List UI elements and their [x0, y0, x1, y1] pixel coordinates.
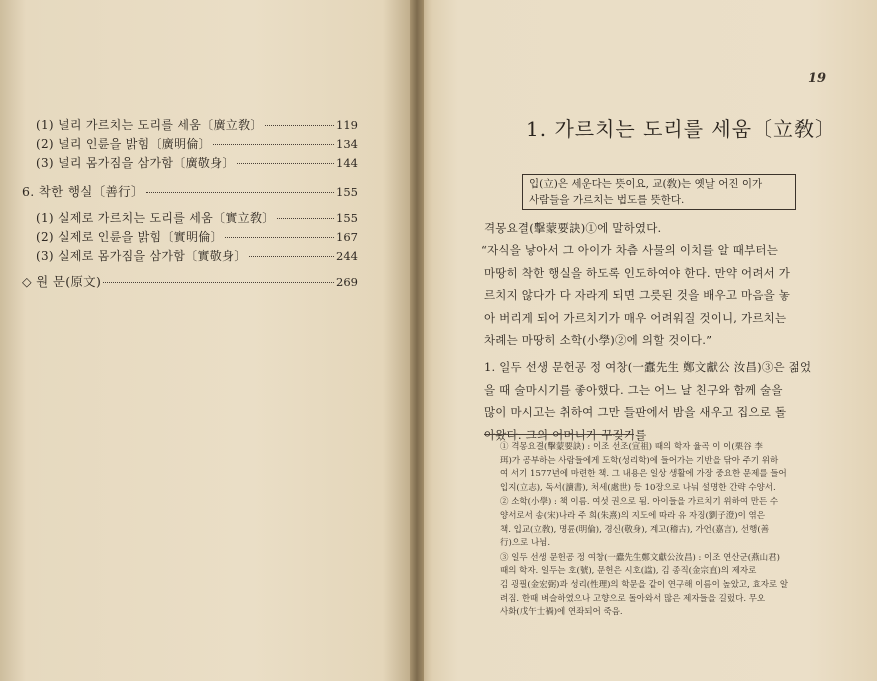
toc-leader-dots — [237, 163, 334, 164]
toc-section — [22, 182, 358, 200]
story-line: 많이 마시고는 취하여 그만 들판에서 밤을 새우고 집으로 돌 — [484, 405, 787, 419]
footnote-line: ③ 일두 선생 문헌공 정 여창(一蠹先生鄭文獻公汝昌) : 이조 연산군(燕山君) — [500, 552, 780, 563]
definition-line: 사람들을 가르치는 법도를 뜻한다. — [529, 194, 685, 206]
definition-line: 입(立)은 세운다는 뜻이요, 교(敎)는 옛날 어진 이가 — [529, 178, 763, 190]
chapter-title: 1. 가르치는 도리를 세움〔立敎〕 — [526, 117, 837, 141]
toc-entry-page: 144 — [336, 156, 358, 170]
toc-entry-page: 155 — [336, 185, 358, 199]
footnote-line: 珥)가 공부하는 사람들에게 도학(성리학)에 들어가는 기반을 닦아 주기 위하 — [500, 455, 779, 466]
footnote-line: ② 소학(小學) : 책 이름. 여섯 권으로 됨. 아이들을 가르치기 위하여 만든 수 — [500, 497, 779, 508]
story-paragraph — [484, 356, 811, 446]
toc-entry-label: (1) 실제로 가르치는 도리를 세움〔實立敎〕 — [36, 211, 275, 225]
toc-leader-dots — [103, 282, 334, 283]
toc-entry — [36, 154, 358, 171]
toc-leader-dots — [249, 256, 334, 257]
toc-leader-dots — [146, 192, 334, 193]
toc-entry-page: 134 — [336, 137, 358, 151]
toc-entry — [36, 228, 358, 245]
toc-entry-page: 244 — [336, 249, 358, 263]
toc-entry-label: (1) 널리 가르치는 도리를 세움〔廣立敎〕 — [36, 118, 263, 132]
quote-line: 르치지 않다가 다 자라게 되면 그릇된 것을 배우고 마음을 놓 — [484, 288, 791, 302]
footnote-line: 입지(立志), 독서(讀書), 처세(處世) 등 10장으로 나눠 설명한 간략 수양서. — [500, 482, 776, 493]
toc-entry — [36, 116, 358, 133]
toc-leader-dots — [277, 218, 334, 219]
footnote-2 — [500, 496, 788, 550]
intro-paragraph: 격몽요결(擊蒙要訣)①에 말하였다. — [484, 221, 662, 235]
footnote-line: 行)으로 나뉨. — [500, 538, 551, 549]
toc-entry — [36, 247, 358, 264]
footnote-line: 사화(戊午士禍)에 연좌되어 죽음. — [500, 607, 623, 618]
footnote-divider — [484, 434, 634, 435]
story-line: 1. 일두 선생 문헌공 정 여창(一蠹先生 鄭文獻公 汝昌)③은 젊었 — [484, 360, 812, 374]
footnote-line: 양서로서 송(宋)나라 주 희(朱熹)의 지도에 따라 유 자징(劉子澄)이 엮은 — [500, 510, 765, 521]
quote-line: 아 버리게 되어 가르치기가 매우 어려워질 것이니, 가르치는 — [484, 310, 787, 325]
footnote-1 — [500, 441, 788, 495]
toc-entry-page: 155 — [336, 211, 358, 225]
footnote-line: 때의 학자. 일두는 호(號), 문헌은 시호(諡), 김 종직(金宗直)의 제자로 — [500, 566, 757, 577]
toc-section — [22, 272, 358, 290]
story-line: 을 때 술마시기를 좋아했다. 그는 어느 날 친구와 함께 술을 — [484, 382, 783, 397]
footnotes — [500, 441, 788, 621]
toc-entry — [36, 209, 358, 226]
footnote-line: 여 서기 1577년에 마련한 책. 그 내용은 일상 생활에 가장 중요한 문제를 들어 — [500, 469, 787, 480]
toc-leader-dots — [265, 125, 334, 126]
table-of-contents — [0, 0, 416, 681]
footnote-line: ① 격몽요결(擊蒙要訣) : 이조 선조(宣祖) 때의 학자 율곡 이 이(栗谷 李 — [500, 442, 763, 452]
toc-entry-page: 269 — [336, 275, 358, 289]
quote-line: 마땅히 착한 행실을 하도록 인도하여야 한다. 만약 어려서 가 — [484, 265, 791, 280]
toc-leader-dots — [213, 144, 334, 145]
quote-line: “자식을 낳아서 그 아이가 차츰 사물의 이치를 알 때부터는 — [481, 243, 779, 257]
toc-section-label: 6. 착한 행실〔善行〕 — [22, 184, 144, 199]
toc-entry-label: (2) 실제로 인륜을 밝힘〔實明倫〕 — [36, 230, 223, 244]
footnote-3 — [500, 552, 788, 620]
definition-box — [522, 174, 796, 210]
story-line: 아왔다. 그의 어머니가 꾸짖기를 — [484, 427, 647, 442]
toc-entry-label: (3) 실제로 몸가짐을 삼가함〔實敬身〕 — [36, 249, 247, 263]
footnote-line: 려짐. 한때 벼슬하였으나 고향으로 돌아와서 많은 제자들을 길렀다. 무오 — [500, 593, 766, 604]
footnote-line: 책. 입교(立敎), 명륜(明倫), 경신(敬身), 계고(稽古), 가언(嘉言), 선행(善 — [500, 524, 770, 535]
toc-entry-page: 119 — [336, 118, 358, 132]
footnote-line: 김 굉필(金宏弼)과 성리(性理)의 학문을 같이 연구해 이름이 높았고, 효자로 알 — [500, 579, 789, 590]
toc-entry-page: 167 — [336, 230, 358, 244]
toc-entry-label: (3) 널리 몸가짐을 삼가함〔廣敬身〕 — [36, 156, 235, 170]
toc-section-label: ◇ 원 문(原文) — [22, 274, 102, 289]
toc-entry-label: (2) 널리 인륜을 밝힘〔廣明倫〕 — [36, 137, 211, 151]
toc-entry — [36, 135, 358, 152]
quote-line: 차례는 마땅히 소학(小學)②에 의할 것이다.” — [484, 333, 713, 347]
page-number: 19 — [808, 71, 827, 86]
toc-leader-dots — [225, 237, 334, 238]
quote-paragraph — [481, 239, 791, 352]
